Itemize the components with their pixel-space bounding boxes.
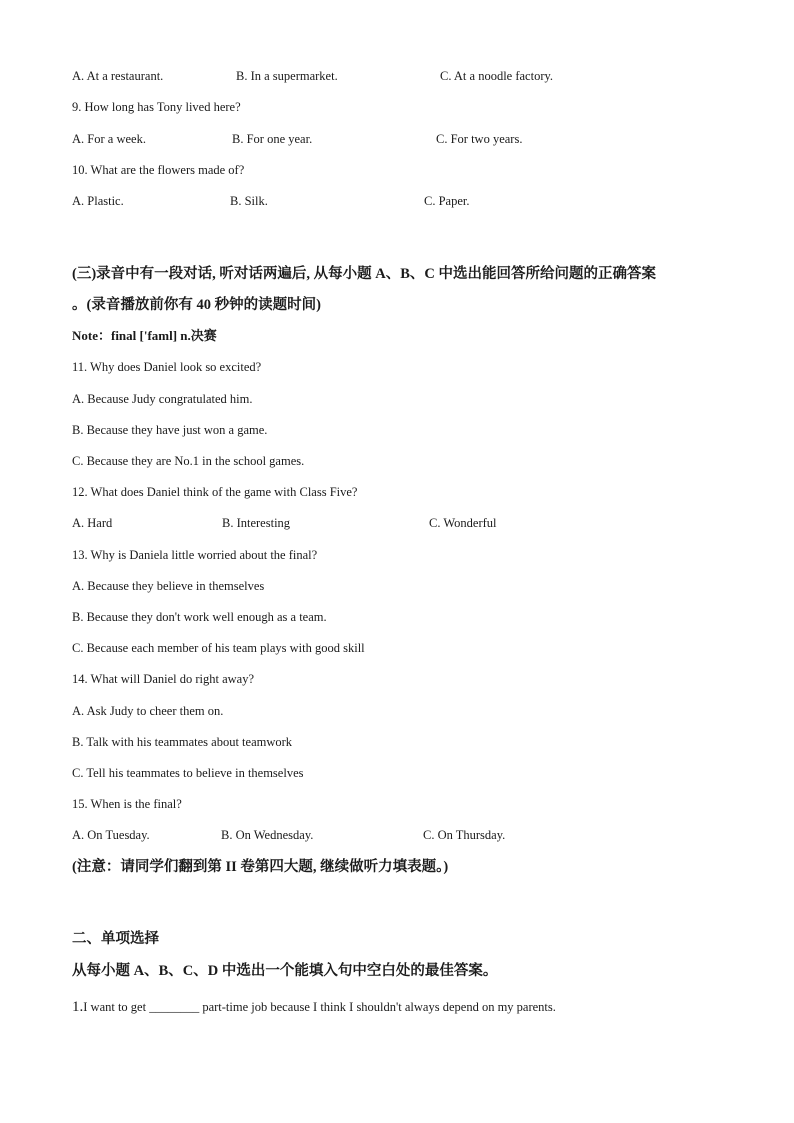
q8-option-c: C. At a noodle factory. xyxy=(440,69,554,83)
q9-option-b: B. For one year. xyxy=(232,132,313,146)
q10-option-a: A. Plastic. xyxy=(72,194,124,208)
section3-note: Note：final ['faml] n.决赛 xyxy=(72,328,217,343)
q14-question: 14. What will Daniel do right away? xyxy=(72,672,255,686)
q15-option-b: B. On Wednesday. xyxy=(221,828,314,842)
section3-heading-line2: 。(录音播放前你有 40 秒钟的读题时间) xyxy=(72,297,321,313)
q8-option-a: A. At a restaurant. xyxy=(72,69,164,83)
part2-q1-text: I want to get ________ part-time job because I think I shouldn't always depend on my parents. xyxy=(83,1000,556,1014)
part2-question-1 xyxy=(72,999,556,1015)
part2-title: 二、单项选择 xyxy=(72,931,159,947)
q13-option-a: A. Because they believe in themselves xyxy=(72,579,265,593)
q14-option-c: C. Tell his teammates to believe in themselves xyxy=(72,766,304,780)
q13-option-b: B. Because they don't work well enough as a team. xyxy=(72,610,327,624)
q10-option-c: C. Paper. xyxy=(424,194,470,208)
part2-q1-number: 1. xyxy=(72,999,84,1015)
q9-option-c: C. For two years. xyxy=(436,132,523,146)
q15-question: 15. When is the final? xyxy=(72,797,182,811)
q15-option-a: A. On Tuesday. xyxy=(72,828,150,842)
q13-question: 13. Why is Daniela little worried about the final? xyxy=(72,548,318,562)
q9-question: 9. How long has Tony lived here? xyxy=(72,100,241,114)
q10-question: 10. What are the flowers made of? xyxy=(72,163,245,177)
q8-option-b: B. In a supermarket. xyxy=(236,69,338,83)
part2-instruction: 从每小题 A、B、C、D 中选出一个能填入句中空白处的最佳答案。 xyxy=(72,963,498,979)
q12-option-a: A. Hard xyxy=(72,516,113,530)
q15-option-c: C. On Thursday. xyxy=(423,828,506,842)
q12-option-b: B. Interesting xyxy=(222,516,291,530)
q9-option-a: A. For a week. xyxy=(72,132,146,146)
section3-heading-line1: (三)录音中有一段对话, 听对话两遍后, 从每小题 A、B、C 中选出能回答所给问题的正确答案 xyxy=(72,266,657,282)
q11-question: 11. Why does Daniel look so excited? xyxy=(72,360,262,374)
q11-option-b: B. Because they have just won a game. xyxy=(72,423,268,437)
attention-note: (注意：请同学们翻到第 II 卷第四大题, 继续做听力填表题。) xyxy=(72,859,449,875)
q12-question: 12. What does Daniel think of the game with Class Five? xyxy=(72,485,358,499)
q14-option-a: A. Ask Judy to cheer them on. xyxy=(72,704,224,718)
q13-option-c: C. Because each member of his team plays with good skill xyxy=(72,641,365,655)
q11-option-c: C. Because they are No.1 in the school games. xyxy=(72,454,305,468)
q11-option-a: A. Because Judy congratulated him. xyxy=(72,392,253,406)
q12-option-c: C. Wonderful xyxy=(429,516,497,530)
q14-option-b: B. Talk with his teammates about teamwork xyxy=(72,735,293,749)
q10-option-b: B. Silk. xyxy=(230,194,268,208)
